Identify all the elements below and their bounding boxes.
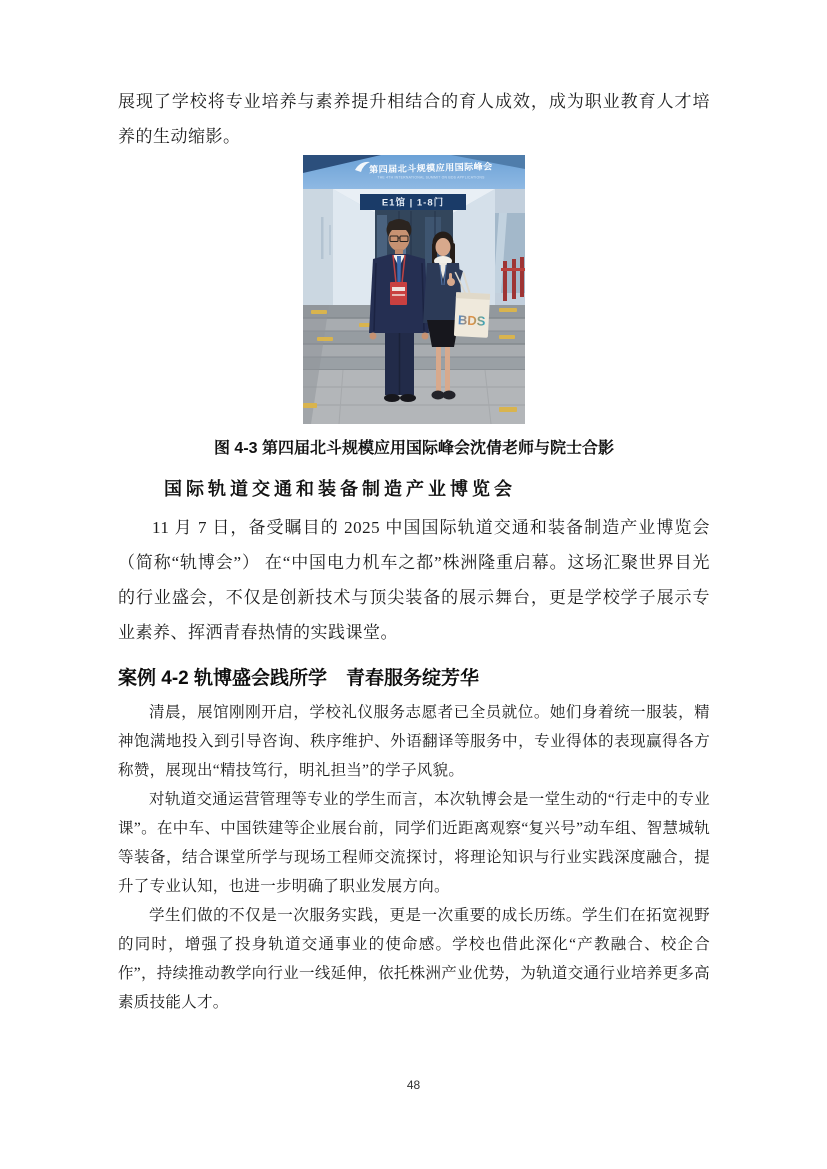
- summit-photo: [303, 155, 525, 424]
- figure-caption: 图 4-3 第四届北斗规模应用国际峰会沈倩老师与院士合影: [213, 440, 615, 457]
- page-number: 48: [406, 1078, 421, 1092]
- case-paragraph-3: 学生们做的不仅是一次服务实践，更是一次重要的成长历练。学生们在拓宽视野的同时，增强了投身轨道交通事业的使命感。学校也借此深化“产教融合、校企合作”，持续推动教学向行业一线延伸，依托株洲产业优势，为轨道交通行业培养更多高素质技能人才。: [118, 907, 710, 1011]
- conference-badge: [390, 282, 407, 305]
- photo-banner-title: 第四届北斗规模应用国际峰会: [369, 161, 493, 175]
- tote-bag-text: BDS: [457, 312, 486, 329]
- figure-photo: [303, 155, 525, 424]
- intro-paragraph: 展现了学校将专业培养与素养提升相结合的育人成效，成为职业教育人才培养的生动缩影。: [118, 92, 710, 146]
- case-paragraph-2: 对轨道交通运营管理等专业的学生而言，本次轨博会是一堂生动的“行走中的专业课”。在中车、中国铁建等企业展台前，同学们近距离观察“复兴号”动车组、智慧城轨等装备，结合课堂所学与现场工程师交流探讨，将理论知识与行业实践深度融合，提升了专业认知，也进一步明确了职业发展方向。: [118, 791, 710, 895]
- thumbs-up-hand: [449, 273, 452, 281]
- photo-entrance-sign: [360, 194, 466, 210]
- expo-section-heading: 国际轨道交通和装备制造产业博览会: [164, 479, 516, 499]
- expo-section-paragraph: 11 月 7 日，备受瞩目的 2025 中国国际轨道交通和装备制造产业博览会（简称“轨博会”） 在“中国电力机车之都”株洲隆重启幕。这场汇聚世界目光的行业盛会，不仅是创新技术与顶尖装备的展示舞台，更是学校学子展示专业素养、挥洒青春热情的实践课堂。: [118, 518, 710, 642]
- entrance-sign-text: E1馆 | 1-8门: [381, 197, 445, 209]
- photo-banner: [303, 155, 525, 189]
- page-content: [0, 84, 827, 1017]
- queue-barrier: [501, 257, 525, 301]
- case-paragraph-1: 清晨，展馆刚刚开启，学校礼仪服务志愿者已全员就位。她们身着统一服装，精神饱满地投入到引导咨询、秩序维护、外语翻译等服务中，专业得体的表现赢得各方称赞，展现出“精技笃行，明礼担当”的学子风貌。: [118, 704, 710, 779]
- case-body: [118, 698, 710, 1017]
- photo-banner-subtitle: THE 4TH INTERNATIONAL SUMMIT ON BDS APPLICATIONS: [377, 175, 485, 180]
- case-heading: 案例 4-2 轨博盛会践所学 青春服务绽芳华: [118, 668, 480, 689]
